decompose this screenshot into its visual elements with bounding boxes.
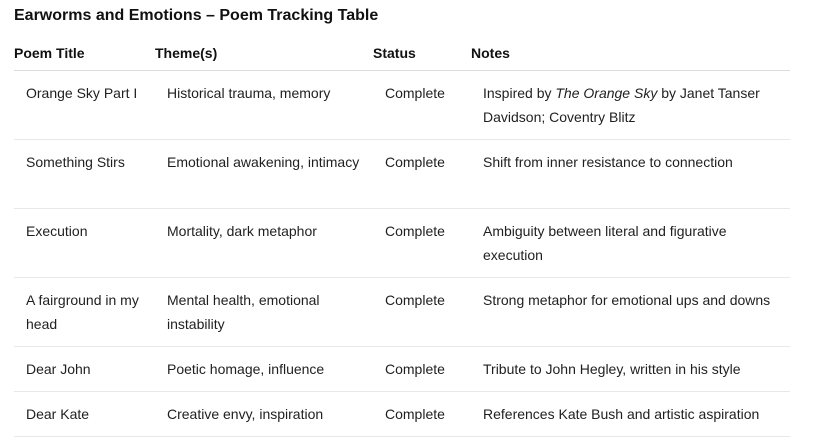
poem-title-cell: Something Stirs bbox=[26, 154, 125, 170]
notes-cell: Tribute to John Hegley, written in his style bbox=[483, 361, 741, 377]
column-header-notes: Notes bbox=[471, 45, 510, 61]
poem-title-cell: Execution bbox=[26, 223, 88, 239]
themes-cell: Mortality, dark metaphor bbox=[167, 223, 317, 239]
themes-cell: Historical trauma, memory bbox=[167, 85, 331, 101]
themes-cell: Creative envy, inspiration bbox=[167, 406, 324, 422]
notes-text: Inspired by bbox=[483, 85, 556, 101]
themes-cell: Emotional awakening, intimacy bbox=[167, 154, 360, 170]
notes-text-continued: by Janet Tanser Davidson; Coventry Blitz bbox=[483, 85, 760, 125]
table-header bbox=[14, 40, 790, 71]
notes-cell: Strong metaphor for emotional ups and downs bbox=[483, 292, 771, 308]
notes-cell: Shift from inner resistance to connection bbox=[483, 154, 733, 170]
status-cell: Complete bbox=[385, 154, 445, 170]
poem-title-cell: Orange Sky Part I bbox=[26, 85, 138, 101]
table-row bbox=[14, 392, 790, 437]
column-header-poem-title: Poem Title bbox=[14, 45, 85, 61]
column-header-themes: Theme(s) bbox=[155, 45, 218, 61]
page-title: Earworms and Emotions – Poem Tracking Table bbox=[14, 7, 379, 24]
table-row bbox=[14, 140, 790, 209]
status-cell: Complete bbox=[385, 361, 445, 377]
book-title-italic: The Orange Sky bbox=[555, 85, 658, 101]
table-row bbox=[14, 278, 790, 347]
poem-tracking-table bbox=[14, 40, 790, 437]
poem-title-cell: Dear John bbox=[26, 361, 91, 377]
table-row bbox=[14, 209, 790, 278]
table-row bbox=[14, 347, 790, 392]
status-cell: Complete bbox=[385, 85, 445, 101]
status-cell: Complete bbox=[385, 223, 445, 239]
poem-title-cell: Dear Kate bbox=[26, 406, 90, 422]
notes-cell bbox=[483, 81, 788, 129]
column-header-status: Status bbox=[373, 45, 416, 61]
table-row bbox=[14, 71, 790, 140]
notes-cell: References Kate Bush and artistic aspiration bbox=[483, 406, 760, 422]
notes-cell: Ambiguity between literal and figurative execution bbox=[483, 223, 727, 263]
status-cell: Complete bbox=[385, 406, 445, 422]
themes-cell: Poetic homage, influence bbox=[167, 361, 325, 377]
poem-title-cell: A fairground in my head bbox=[26, 292, 139, 332]
status-cell: Complete bbox=[385, 292, 445, 308]
themes-cell: Mental health, emotional instability bbox=[167, 292, 320, 332]
